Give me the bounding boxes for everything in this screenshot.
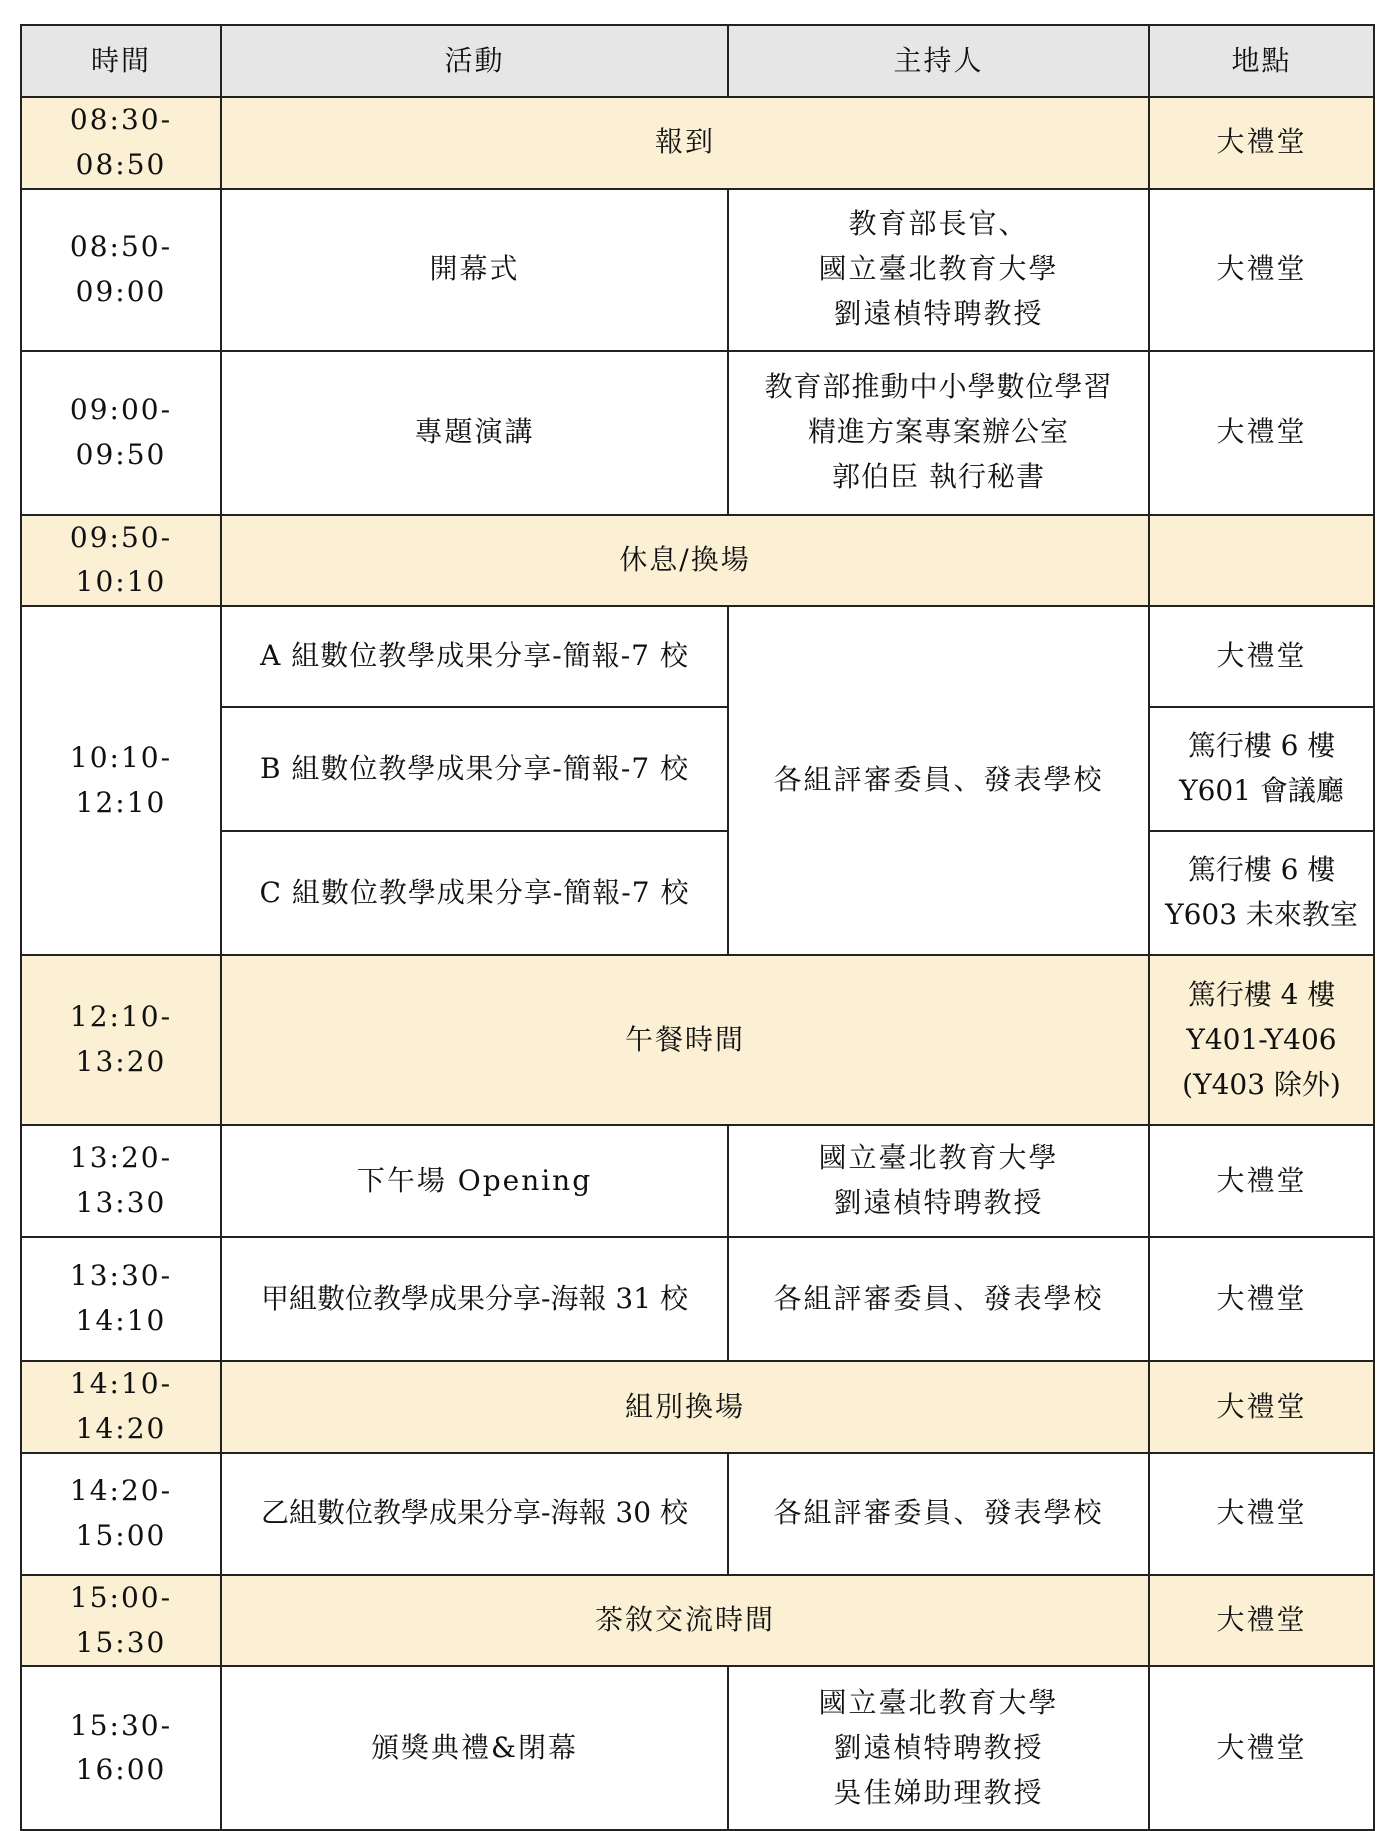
header-host: 主持人 xyxy=(728,25,1149,97)
host-line: 劉遠楨特聘教授 xyxy=(833,1730,1044,1764)
activity-cell: 休息/換場 xyxy=(221,515,1149,607)
host-cell xyxy=(728,1666,1149,1830)
location-cell: 大禮堂 xyxy=(1149,189,1374,351)
time-cell: 09:00-09:50 xyxy=(21,351,221,515)
location-line: (Y403 除外) xyxy=(1182,1067,1341,1101)
table-row xyxy=(21,1666,1374,1830)
location-cell: 大禮堂 xyxy=(1149,1361,1374,1453)
location-cell xyxy=(1149,955,1374,1125)
location-cell: 大禮堂 xyxy=(1149,1125,1374,1237)
activity-cell: 報到 xyxy=(221,97,1149,189)
location-cell: 大禮堂 xyxy=(1149,1453,1374,1575)
activity-cell: 專題演講 xyxy=(221,351,728,515)
host-line: 劉遠楨特聘教授 xyxy=(833,1186,1044,1220)
table-row xyxy=(21,955,1374,1125)
activity-cell: 頒獎典禮&閉幕 xyxy=(221,1666,728,1830)
table-row xyxy=(21,97,1374,189)
location-line: Y601 會議廳 xyxy=(1179,774,1344,808)
time-cell: 09:50-10:10 xyxy=(21,515,221,607)
table-row xyxy=(21,707,1374,831)
location-cell xyxy=(1149,515,1374,607)
host-line: 國立臺北教育大學 xyxy=(818,1686,1059,1720)
table-row xyxy=(21,1575,1374,1667)
time-cell: 13:30-14:10 xyxy=(21,1237,221,1361)
table-row xyxy=(21,189,1374,351)
time-cell: 14:20-15:00 xyxy=(21,1453,221,1575)
location-cell: 大禮堂 xyxy=(1149,97,1374,189)
host-line: 教育部推動中小學數位學習 xyxy=(764,370,1113,404)
table-row xyxy=(21,1361,1374,1453)
activity-cell: 甲組數位教學成果分享-海報 31 校 xyxy=(221,1237,728,1361)
host-line: 國立臺北教育大學 xyxy=(818,252,1059,286)
activity-cell: B 組數位教學成果分享-簡報-7 校 xyxy=(221,707,728,831)
time-cell: 15:30-16:00 xyxy=(21,1666,221,1830)
host-cell: 各組評審委員、發表學校 xyxy=(728,606,1149,955)
location-line: Y603 未來教室 xyxy=(1165,898,1358,932)
location-cell: 大禮堂 xyxy=(1149,351,1374,515)
location-line: 大禮堂 xyxy=(1216,639,1307,673)
host-cell xyxy=(728,1125,1149,1237)
table-row xyxy=(21,1237,1374,1361)
activity-cell: 乙組數位教學成果分享-海報 30 校 xyxy=(221,1453,728,1575)
host-line: 吳佳娣助理教授 xyxy=(833,1775,1044,1809)
location-cell: 大禮堂 xyxy=(1149,1666,1374,1830)
time-cell: 14:10-14:20 xyxy=(21,1361,221,1453)
host-line: 劉遠楨特聘教授 xyxy=(833,296,1044,330)
time-cell: 08:50-09:00 xyxy=(21,189,221,351)
time-cell: 10:10-12:10 xyxy=(21,606,221,955)
time-cell: 12:10-13:20 xyxy=(21,955,221,1125)
location-line: 篤行樓 6 樓 xyxy=(1187,853,1336,887)
schedule-table xyxy=(20,24,1375,1831)
activity-cell: 茶敘交流時間 xyxy=(221,1575,1149,1667)
host-line: 國立臺北教育大學 xyxy=(818,1141,1059,1175)
table-row xyxy=(21,1453,1374,1575)
activity-cell: A 組數位教學成果分享-簡報-7 校 xyxy=(221,606,728,707)
host-line: 教育部長官、 xyxy=(848,207,1029,241)
host-cell xyxy=(728,189,1149,351)
host-cell: 各組評審委員、發表學校 xyxy=(728,1453,1149,1575)
table-row xyxy=(21,351,1374,515)
table-row xyxy=(21,606,1374,707)
header-location: 地點 xyxy=(1149,25,1374,97)
time-cell: 13:20-13:30 xyxy=(21,1125,221,1237)
header-time: 時間 xyxy=(21,25,221,97)
location-cell xyxy=(1149,831,1374,955)
header-row xyxy=(21,25,1374,97)
activity-cell: 下午場 Opening xyxy=(221,1125,728,1237)
time-cell: 08:30-08:50 xyxy=(21,97,221,189)
table-row xyxy=(21,1125,1374,1237)
table-row xyxy=(21,831,1374,955)
location-cell xyxy=(1149,707,1374,831)
header-activity: 活動 xyxy=(221,25,728,97)
host-line: 精進方案專案辦公室 xyxy=(807,415,1069,449)
location-line: 篤行樓 4 樓 xyxy=(1187,977,1336,1011)
activity-cell: 午餐時間 xyxy=(221,955,1149,1125)
host-cell: 各組評審委員、發表學校 xyxy=(728,1237,1149,1361)
activity-cell: 組別換場 xyxy=(221,1361,1149,1453)
host-line: 郭伯臣 執行秘書 xyxy=(832,459,1045,493)
time-cell: 15:00-15:30 xyxy=(21,1575,221,1667)
table-row xyxy=(21,515,1374,607)
activity-cell: 開幕式 xyxy=(221,189,728,351)
location-cell: 大禮堂 xyxy=(1149,1575,1374,1667)
location-line: 篤行樓 6 樓 xyxy=(1187,729,1336,763)
location-cell xyxy=(1149,606,1374,707)
activity-cell: C 組數位教學成果分享-簡報-7 校 xyxy=(221,831,728,955)
location-cell: 大禮堂 xyxy=(1149,1237,1374,1361)
location-line: Y401-Y406 xyxy=(1186,1022,1337,1056)
host-cell xyxy=(728,351,1149,515)
